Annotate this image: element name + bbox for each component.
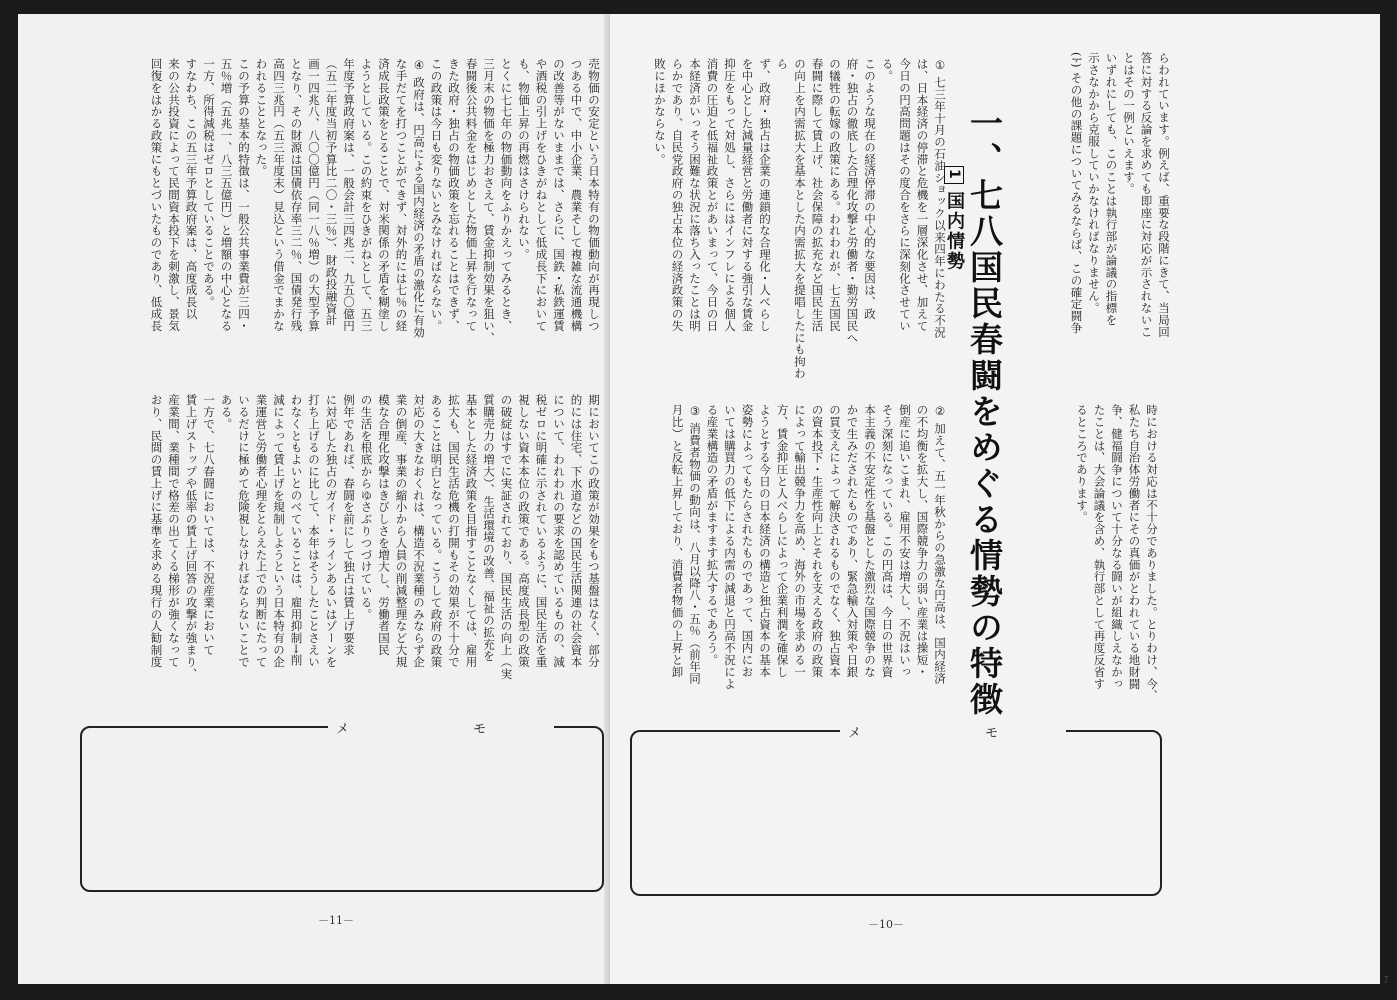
page-number-right: －10－ [868, 918, 904, 931]
right-lower-text-b: ② 加えて、五一年秋からの急激な円高は、国内経済 の不均衡を拡大し、国際競争力の弱い産業は操短・ 倒産に追いこまれ、雇用不安は増大し、不況はいっ そう深刻になっている。この円高は、今日の世界資 本主義の不安定性を基盤とした激烈な国際競争のな かで生みだされたものであり、緊急輸入対策や日銀 の買支えによって解決されるものでなく、独占資本 の資本投下・生産性向上とそれを支える政府の政策 によって輸出競争力を高め、海外の市場を求める一 方、賃金抑圧と人べらしによって企業利潤を確保し ようとする今日の日本経済の構造と独占資本の基本 姿勢によってもたらされたものであって、国内にお いては購買力の低下による内需の減退と円高不況によ る産業構造の矛盾がますます拡大するであろう。 ③ 消費者物価の動向は、八月以降八・五％（前年同 月比）と反転上昇しており、消費者物価の上昇と卸 [670, 404, 947, 690]
right-lower-text-a: 時における対応は不十分でありました。とりわけ、今、 私たち自治体労働者にその真価がとわれている地財闘 争、健福闘争について十分なる闘いが組織しえなかっ たことは、大会論議を含め、執行部として再度反省す るところであります。 [1075, 404, 1159, 702]
left-upper-text: 売物価の安定という日本特有の物価動向が再現しつ つある中で、中小企業、農業そして複雑な流通機構 の改善等がないままでは、さらに、国鉄・私鉄運賃 や酒税の引上げをひきがねとして低成長下において も、物価上昇の再燃はさけられない。 とくに七七年の物価動向をふりかえってみるとき、 三月末の物価を極力おさえて、賃金抑制効果を狙い、 春闘後公共料金をはじめとした物価上昇を行なって きた政府・独占の物価政策を忘れることはできず、 この政策は今日も変りないとみなければならない。 ④ 政府は、円高による国内経済の矛盾の激化に有効 な手だてを打つことができず、対外的には七％の経 済成長政策をとることで、対米関係の矛盾を糊塗し ようとしている。この約束をひきがねとして、五三 年度予算政府案は、一般会計三四兆二、九五〇億円 （五二年度当初予算比二〇・三％）、財政投融資計 画一四兆八、八〇〇億円（同一八％増）の大型予算 となり、その財源は国債依存率三二％、国債発行残 高四三兆円（五三年度末）見込という借金でまかな われることとなった。 この予算の基本的特徴は、一般公共事業費が三四・ 五％増（五兆一、八三五億円）と増額の中心となる 一方、所得減税はゼロとしていることである。 すなわち、この五三年予算政府案は、高度成長以 来の公共投資によって民間資本投下を刺激し、景気 回復をはかる政策にもとづいたものであり、低成長 [149, 58, 601, 344]
right-page [610, 14, 1380, 984]
memo-box-right[interactable] [630, 730, 1162, 896]
left-page [18, 14, 610, 984]
section-number: 1 [944, 166, 964, 184]
document-spread [18, 14, 1380, 984]
right-upper-text: ① 七三年十月の石油ショック以来四年にわたる不況 は、日本経済の停滞と危機を一層深化させ、加えて 今日の円高問題はその度合をさらに深刻化させてい る。 このような現在の経済停滞の中心的な要因は、政 府・独占の徹底した合理化攻撃と労働者・勤労国民へ の犠牲の転嫁の政策にある。われわれが、七五国民 春闘に際して賃上げ、社会保障の拡充など国民生活 の向上を内需拡大を基本とした内需拡大を提唱したにも拘わら ず、政府・独占は企業の連鎖的な合理化・人べらし を中心とした減量経営と労働者に対する強引な賃金 抑圧をもって対処し、さらにはインフレによる個人 消費の圧迫と低福祉政策とがあいまって、今日の日 本経済がいっそう困難な状況に落ち入ったことは明 らかであり、自民党政府の独占本位の経済政策の失 敗にほかならない。 [653, 58, 947, 380]
section-title: 国内情勢 [944, 191, 965, 272]
page-number-left: －11－ [318, 914, 354, 927]
memo-box-left[interactable] [80, 726, 604, 892]
corner-mark: 7 [1382, 975, 1389, 986]
left-lower-text: 期においてこの政策が効果をもつ基盤はなく、部分 的には住宅、下水道などの国民生活関連の社会資本 について、われわれの要求を認めているものの、減 税ゼロに明確に示されているように、国民生活を重 視しない資本本位の政策である。高度成長型の政策 の破綻はすでに実証されており、国民生活の向上（実 質購売力の増大）、生活環境の改善、福祉の拡充を 基本とした経済政策を目指すことなくしては、雇用 拡大も、国民生活危機の打開もその効果が不十分で あることは明白となっている。こうして政府の政策 対応の大きなおくれは、構造不況業種のみならず企 業の倒産、事業の縮小から人員の削減整理など大規 模な合理化攻撃はきびしさを増大し、労働者国民 の生活を根底からゆさぶりつづけている。 例年であれば、春闘を前にして独占は賃上げ要求 に対応した独占のガイド・ラインあるいはゾーンを 打ち上げるのに比して、本年はそうしたことさえい わなくともよいとのべていることは、雇用抑制→削 減によって賃上げを規制しようという日本特有の企 業運営と労働者心理をとらえた上での判断にたって いるだけに極めて危険視しなければならないことで ある。 一方で、七八春闘においては、不況産業において 賃上げストップや低率の賃上げ回答の攻撃が強まり、 産業間、業種間で格差の出てくる梯形が強くなって おり、民間の賃上げに基準を求める現行の人勧制度 [149, 394, 601, 680]
memo-label-left: メ モ [328, 718, 554, 737]
chapter-title: 一、七八国民春闘をめぐる情勢の特徴 [965, 106, 1004, 718]
memo-label-right: メ モ [840, 722, 1066, 741]
right-intro-text: らわれています。例えば、重要な段階にきて、当局回 答に対する反論を求めても即座に対応が示されないこ とはその一例といえます。 いずれにしても、このことは執行部が論議の指標を 示さなかから克服していかなければなりません。 (ﾄ) その他の課題についてみるならば、この確定闘争 [1069, 52, 1171, 338]
